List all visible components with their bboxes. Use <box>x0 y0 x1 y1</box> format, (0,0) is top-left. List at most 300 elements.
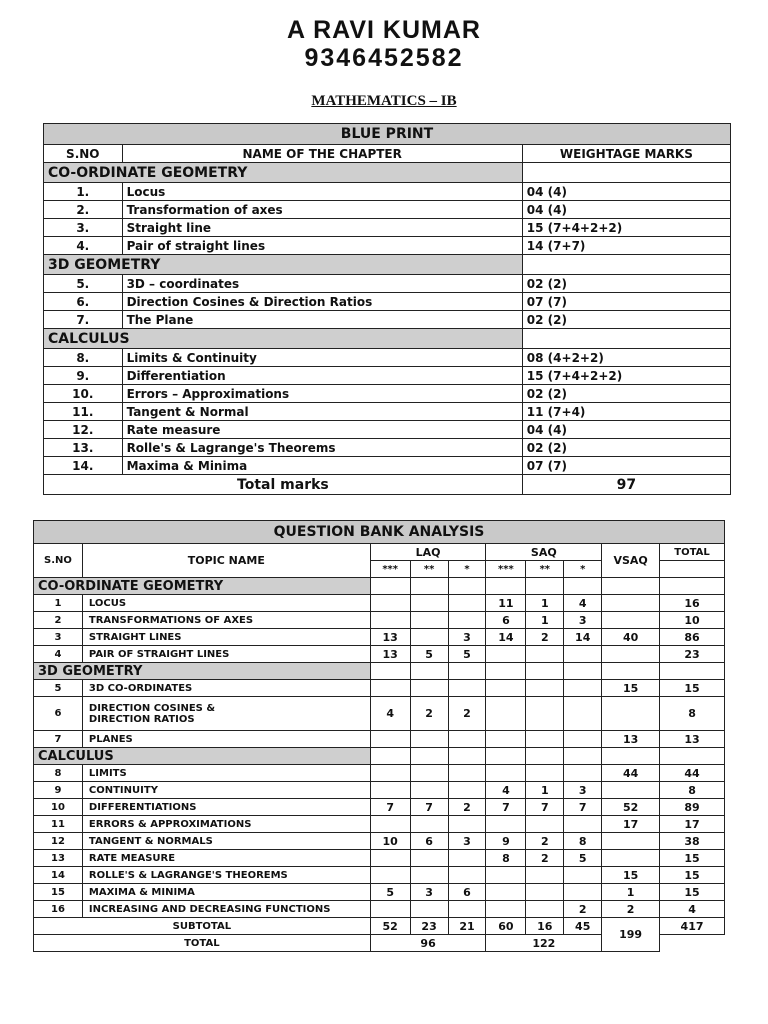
row-value-cell: 2 <box>410 697 448 731</box>
row-value-cell <box>448 612 486 629</box>
section-blank-cell <box>660 663 725 680</box>
row-chapter: Transformation of axes <box>122 201 522 219</box>
section-blank-cell <box>486 578 526 595</box>
row-value-cell: 4 <box>486 782 526 799</box>
section-row <box>34 578 725 595</box>
row-value-cell <box>410 850 448 867</box>
row-marks: 02 (2) <box>522 275 730 293</box>
row-chapter: Straight line <box>122 219 522 237</box>
row-sno: 13. <box>44 439 123 457</box>
row-topic-line: CONTINUITY <box>88 784 158 796</box>
blue-print-table <box>43 123 731 495</box>
row-topic-line: MAXIMA & MINIMA <box>88 886 195 898</box>
row-value-cell: 13 <box>370 646 410 663</box>
table-row <box>34 833 725 850</box>
row-marks: 07 (7) <box>522 293 730 311</box>
table-row <box>44 403 731 421</box>
row-value-cell <box>410 867 448 884</box>
table-row <box>44 293 731 311</box>
row-topic <box>82 595 370 612</box>
row-topic <box>82 867 370 884</box>
row-value-cell: 5 <box>448 646 486 663</box>
row-value-cell <box>526 646 564 663</box>
blue-print-title-row <box>44 124 731 145</box>
subtotal-value: 23 <box>410 918 448 935</box>
row-topic-line: PLANES <box>88 733 133 745</box>
row-value-cell <box>526 731 564 748</box>
row-marks: 02 (2) <box>522 439 730 457</box>
table-row <box>44 367 731 385</box>
section-blank-cell <box>660 578 725 595</box>
row-value-cell <box>486 646 526 663</box>
row-value-cell: 17 <box>602 816 660 833</box>
row-value-cell <box>448 850 486 867</box>
row-chapter: Rolle's & Lagrange's Theorems <box>122 439 522 457</box>
section-title: CALCULUS <box>44 329 523 349</box>
row-sno: 2 <box>34 612 83 629</box>
row-marks: 04 (4) <box>522 183 730 201</box>
laq-total: 96 <box>370 935 486 952</box>
row-value-cell: 3 <box>564 782 602 799</box>
vsaq-total: 199 <box>602 918 660 952</box>
row-value-cell <box>602 595 660 612</box>
section-row <box>44 163 731 183</box>
total-value: 97 <box>522 475 730 495</box>
subtotal-value: 45 <box>564 918 602 935</box>
row-value-cell: 1 <box>526 782 564 799</box>
table-row <box>44 201 731 219</box>
row-value-cell <box>410 731 448 748</box>
row-sno: 9. <box>44 367 123 385</box>
row-value-cell <box>564 646 602 663</box>
author-name: A RAVI KUMAR <box>287 16 481 44</box>
table-row <box>44 183 731 201</box>
row-chapter: Direction Cosines & Direction Ratios <box>122 293 522 311</box>
table-row <box>44 237 731 255</box>
row-topic-line: DIRECTION RATIOS <box>88 713 195 725</box>
row-chapter: Maxima & Minima <box>122 457 522 475</box>
section-blank-cell <box>486 748 526 765</box>
row-value-cell <box>602 646 660 663</box>
row-value-cell <box>370 816 410 833</box>
header-star-level: * <box>564 561 602 578</box>
row-value-cell <box>370 901 410 918</box>
row-value-cell: 13 <box>370 629 410 646</box>
table-row <box>34 680 725 697</box>
table-row <box>44 439 731 457</box>
row-value-cell <box>410 901 448 918</box>
row-value-cell: 15 <box>660 680 725 697</box>
section-blank-cell <box>564 578 602 595</box>
row-value-cell <box>526 884 564 901</box>
section-blank-cell <box>448 663 486 680</box>
row-value-cell <box>486 867 526 884</box>
header-vsaq: VSAQ <box>602 544 660 578</box>
row-sno: 8. <box>44 349 123 367</box>
section-blank-cell <box>526 748 564 765</box>
row-chapter: The Plane <box>122 311 522 329</box>
row-topic-line: LIMITS <box>88 767 127 779</box>
header-star-level: *** <box>370 561 410 578</box>
row-sno: 12 <box>34 833 83 850</box>
table-row <box>34 867 725 884</box>
header-laq: LAQ <box>370 544 486 561</box>
row-value-cell <box>410 595 448 612</box>
row-value-cell: 8 <box>486 850 526 867</box>
row-value-cell <box>448 782 486 799</box>
row-value-cell: 5 <box>370 884 410 901</box>
row-value-cell <box>410 629 448 646</box>
blue-print-title: BLUE PRINT <box>44 124 731 145</box>
section-blank-cell <box>410 663 448 680</box>
table-row <box>34 731 725 748</box>
section-blank-cell <box>522 163 730 183</box>
row-value-cell: 44 <box>602 765 660 782</box>
row-marks: 15 (7+4+2+2) <box>522 219 730 237</box>
row-value-cell <box>602 612 660 629</box>
row-sno: 7. <box>44 311 123 329</box>
section-blank-cell <box>370 748 410 765</box>
table-row <box>44 275 731 293</box>
row-sno: 3. <box>44 219 123 237</box>
row-value-cell <box>370 680 410 697</box>
row-value-cell: 6 <box>410 833 448 850</box>
header-star-level: ** <box>526 561 564 578</box>
row-value-cell: 4 <box>370 697 410 731</box>
row-topic-line: INCREASING AND DECREASING FUNCTIONS <box>88 903 331 915</box>
row-sno: 4. <box>44 237 123 255</box>
header-saq: SAQ <box>486 544 602 561</box>
row-value-cell: 5 <box>410 646 448 663</box>
author-phone: 9346452582 <box>304 44 464 72</box>
row-value-cell <box>370 612 410 629</box>
section-blank-cell <box>370 663 410 680</box>
row-sno: 15 <box>34 884 83 901</box>
header-topic: TOPIC NAME <box>82 544 370 578</box>
row-topic <box>82 697 370 731</box>
row-topic <box>82 799 370 816</box>
table-row <box>44 311 731 329</box>
section-title: CO-ORDINATE GEOMETRY <box>34 578 371 595</box>
row-sno: 4 <box>34 646 83 663</box>
row-value-cell <box>564 867 602 884</box>
row-chapter: Locus <box>122 183 522 201</box>
subtotal-value: 21 <box>448 918 486 935</box>
row-marks: 15 (7+4+2+2) <box>522 367 730 385</box>
table-row <box>44 349 731 367</box>
header-sno: S.NO <box>34 544 83 578</box>
row-value-cell <box>564 765 602 782</box>
row-value-cell <box>410 782 448 799</box>
row-marks: 11 (7+4) <box>522 403 730 421</box>
row-value-cell: 10 <box>370 833 410 850</box>
row-marks: 04 (4) <box>522 201 730 219</box>
row-value-cell: 8 <box>660 697 725 731</box>
table-row <box>44 385 731 403</box>
row-value-cell: 2 <box>564 901 602 918</box>
row-value-cell: 17 <box>660 816 725 833</box>
row-topic-line: ERRORS & APPROXIMATIONS <box>88 818 252 830</box>
row-value-cell <box>526 680 564 697</box>
row-value-cell <box>526 765 564 782</box>
row-sno: 10 <box>34 799 83 816</box>
total-label: TOTAL <box>34 935 371 952</box>
row-value-cell <box>486 680 526 697</box>
table-row <box>34 629 725 646</box>
row-topic-line: RATE MEASURE <box>88 852 176 864</box>
row-value-cell: 23 <box>660 646 725 663</box>
section-blank-cell <box>448 748 486 765</box>
row-value-cell <box>564 816 602 833</box>
row-value-cell: 2 <box>526 629 564 646</box>
question-bank-header-row <box>34 544 725 561</box>
section-blank-cell <box>602 578 660 595</box>
row-value-cell: 11 <box>486 595 526 612</box>
subtotal-value: 52 <box>370 918 410 935</box>
table-row <box>34 595 725 612</box>
row-value-cell <box>564 697 602 731</box>
table-row <box>44 219 731 237</box>
grand-total: 417 <box>660 918 725 935</box>
subtotal-row <box>34 918 725 935</box>
row-value-cell: 2 <box>448 799 486 816</box>
row-value-cell: 5 <box>564 850 602 867</box>
question-bank-table <box>33 520 725 952</box>
row-topic <box>82 765 370 782</box>
row-value-cell: 1 <box>526 612 564 629</box>
row-sno: 6. <box>44 293 123 311</box>
row-value-cell <box>602 850 660 867</box>
table-row <box>34 612 725 629</box>
row-topic-line: LOCUS <box>88 597 127 609</box>
row-value-cell: 14 <box>486 629 526 646</box>
section-blank-cell <box>602 663 660 680</box>
row-value-cell <box>602 782 660 799</box>
section-blank-cell <box>370 578 410 595</box>
row-value-cell: 15 <box>660 867 725 884</box>
subtotal-value: 60 <box>486 918 526 935</box>
section-row <box>44 329 731 349</box>
row-sno: 5 <box>34 680 83 697</box>
section-blank-cell <box>486 663 526 680</box>
row-value-cell: 1 <box>602 884 660 901</box>
header-star-level: *** <box>486 561 526 578</box>
row-marks: 02 (2) <box>522 311 730 329</box>
row-sno: 7 <box>34 731 83 748</box>
row-topic <box>82 646 370 663</box>
row-topic-line: DIRECTION COSINES & <box>88 702 216 714</box>
row-value-cell: 6 <box>486 612 526 629</box>
row-value-cell <box>410 680 448 697</box>
row-value-cell: 8 <box>564 833 602 850</box>
row-value-cell: 3 <box>448 629 486 646</box>
subject-title: MATHEMATICS – IB <box>311 93 457 109</box>
row-value-cell: 9 <box>486 833 526 850</box>
total-blank-cell <box>660 935 725 952</box>
row-topic-line: PAIR OF STRAIGHT LINES <box>88 648 230 660</box>
row-topic <box>82 612 370 629</box>
section-row <box>34 663 725 680</box>
row-topic <box>82 816 370 833</box>
section-title: 3D GEOMETRY <box>44 255 523 275</box>
row-sno: 3 <box>34 629 83 646</box>
row-value-cell <box>410 612 448 629</box>
row-value-cell <box>370 731 410 748</box>
row-value-cell: 3 <box>410 884 448 901</box>
table-row <box>44 457 731 475</box>
row-value-cell: 4 <box>564 595 602 612</box>
row-topic-line: 3D CO-ORDINATES <box>88 682 193 694</box>
subtotal-value: 16 <box>526 918 564 935</box>
row-value-cell: 38 <box>660 833 725 850</box>
row-value-cell: 7 <box>526 799 564 816</box>
row-value-cell: 3 <box>448 833 486 850</box>
section-title: CALCULUS <box>34 748 371 765</box>
row-value-cell: 15 <box>602 867 660 884</box>
row-value-cell: 6 <box>448 884 486 901</box>
row-value-cell: 14 <box>564 629 602 646</box>
row-topic-line: STRAIGHT LINES <box>88 631 182 643</box>
row-sno: 5. <box>44 275 123 293</box>
row-topic-line: TRANSFORMATIONS OF AXES <box>88 614 254 626</box>
question-bank-title: QUESTION BANK ANALYSIS <box>34 521 725 544</box>
row-value-cell <box>486 901 526 918</box>
section-blank-cell <box>522 329 730 349</box>
section-blank-cell <box>660 748 725 765</box>
table-row <box>34 765 725 782</box>
section-blank-cell <box>522 255 730 275</box>
total-label: Total marks <box>44 475 523 495</box>
table-row <box>34 816 725 833</box>
row-value-cell: 44 <box>660 765 725 782</box>
row-value-cell <box>486 765 526 782</box>
row-sno: 12. <box>44 421 123 439</box>
row-chapter: Pair of straight lines <box>122 237 522 255</box>
row-sno: 11. <box>44 403 123 421</box>
row-sno: 13 <box>34 850 83 867</box>
row-value-cell <box>448 867 486 884</box>
row-value-cell <box>486 697 526 731</box>
row-value-cell <box>564 884 602 901</box>
row-value-cell <box>370 595 410 612</box>
row-sno: 1. <box>44 183 123 201</box>
row-value-cell <box>448 816 486 833</box>
table-row <box>34 799 725 816</box>
row-value-cell <box>564 731 602 748</box>
row-value-cell <box>602 697 660 731</box>
section-row <box>34 748 725 765</box>
section-blank-cell <box>526 578 564 595</box>
row-topic <box>82 901 370 918</box>
row-value-cell: 3 <box>564 612 602 629</box>
header-total: TOTAL <box>660 544 725 561</box>
row-value-cell: 2 <box>448 697 486 731</box>
row-value-cell: 7 <box>410 799 448 816</box>
section-blank-cell <box>564 663 602 680</box>
row-topic <box>82 884 370 901</box>
row-value-cell: 1 <box>526 595 564 612</box>
row-sno: 2. <box>44 201 123 219</box>
row-value-cell: 8 <box>660 782 725 799</box>
table-row <box>34 850 725 867</box>
row-value-cell: 2 <box>602 901 660 918</box>
row-value-cell <box>526 697 564 731</box>
table-row <box>44 421 731 439</box>
row-marks: 02 (2) <box>522 385 730 403</box>
row-topic <box>82 782 370 799</box>
row-topic <box>82 629 370 646</box>
table-row <box>34 782 725 799</box>
row-value-cell: 52 <box>602 799 660 816</box>
row-value-cell <box>448 731 486 748</box>
section-blank-cell <box>410 748 448 765</box>
table-row <box>34 884 725 901</box>
row-chapter: 3D – coordinates <box>122 275 522 293</box>
section-blank-cell <box>602 748 660 765</box>
row-value-cell <box>448 595 486 612</box>
section-blank-cell <box>526 663 564 680</box>
section-title: 3D GEOMETRY <box>34 663 371 680</box>
row-value-cell <box>370 850 410 867</box>
table-row <box>34 646 725 663</box>
row-topic-line: TANGENT & NORMALS <box>88 835 213 847</box>
row-value-cell <box>410 765 448 782</box>
row-chapter: Limits & Continuity <box>122 349 522 367</box>
row-value-cell: 15 <box>660 850 725 867</box>
row-value-cell <box>370 765 410 782</box>
row-value-cell: 86 <box>660 629 725 646</box>
row-value-cell: 2 <box>526 833 564 850</box>
section-blank-cell <box>448 578 486 595</box>
row-value-cell <box>448 765 486 782</box>
blue-print-header-row <box>44 145 731 163</box>
row-value-cell <box>526 867 564 884</box>
row-sno: 1 <box>34 595 83 612</box>
row-sno: 11 <box>34 816 83 833</box>
row-value-cell <box>486 731 526 748</box>
total-row <box>44 475 731 495</box>
row-sno: 8 <box>34 765 83 782</box>
row-topic <box>82 850 370 867</box>
row-chapter: Tangent & Normal <box>122 403 522 421</box>
row-chapter: Rate measure <box>122 421 522 439</box>
row-value-cell <box>448 901 486 918</box>
row-marks: 07 (7) <box>522 457 730 475</box>
section-blank-cell <box>410 578 448 595</box>
subtotal-label: SUBTOTAL <box>34 918 371 935</box>
row-value-cell: 7 <box>486 799 526 816</box>
table-row <box>34 697 725 731</box>
row-value-cell: 15 <box>660 884 725 901</box>
row-value-cell <box>602 833 660 850</box>
row-value-cell: 7 <box>370 799 410 816</box>
row-topic <box>82 833 370 850</box>
row-value-cell: 13 <box>602 731 660 748</box>
row-sno: 16 <box>34 901 83 918</box>
row-topic <box>82 731 370 748</box>
section-row <box>44 255 731 275</box>
row-value-cell: 16 <box>660 595 725 612</box>
row-value-cell: 7 <box>564 799 602 816</box>
column-header-weightage: WEIGHTAGE MARKS <box>522 145 730 163</box>
row-sno: 14 <box>34 867 83 884</box>
row-value-cell <box>448 680 486 697</box>
header-star-level: * <box>448 561 486 578</box>
table-row <box>34 901 725 918</box>
row-value-cell: 89 <box>660 799 725 816</box>
row-value-cell <box>486 816 526 833</box>
row-value-cell <box>486 884 526 901</box>
